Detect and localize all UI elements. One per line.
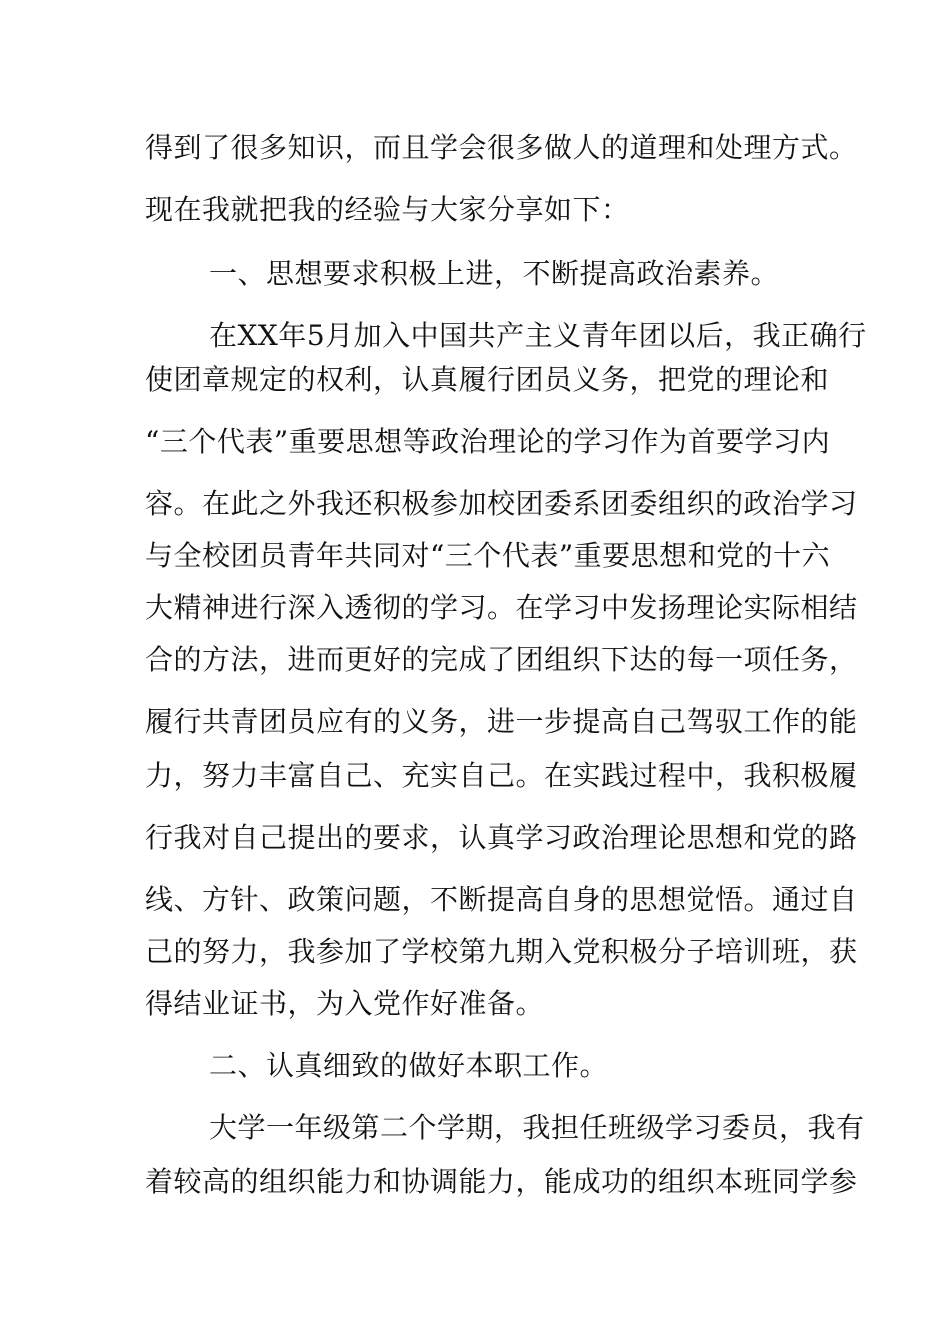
text-line: 大学一年级第二个学期，我担任班级学习委员，我有 — [209, 1111, 865, 1144]
text-line: 与全校团员青年共同对“三个代表”重要思想和党的十六 — [145, 539, 831, 572]
text-line: 在XX年5月加入中国共产主义青年团以后，我正确行 — [209, 319, 867, 352]
text-line: 线、方针、政策问题，不断提高自身的思想觉悟。通过自 — [145, 883, 858, 916]
text-line: 力，努力丰富自己、充实自己。在实践过程中，我积极履 — [145, 759, 858, 792]
text-line: 得到了很多知识，而且学会很多做人的道理和处理方式。 — [145, 131, 858, 164]
text-line: 己的努力，我参加了学校第九期入党积极分子培训班，获 — [145, 935, 858, 968]
text-line: 行我对自己提出的要求，认真学习政治理论思想和党的路 — [145, 821, 858, 854]
text-line: 使团章规定的权利，认真履行团员义务，把党的理论和 — [145, 363, 830, 396]
text-line: 履行共青团员应有的义务，进一步提高自己驾驭工作的能 — [145, 705, 858, 738]
text-line: 容。在此之外我还积极参加校团委系团委组织的政治学习 — [145, 487, 858, 520]
text-line: 着较高的组织能力和协调能力，能成功的组织本班同学参 — [145, 1165, 858, 1198]
section-heading-1: 一、思想要求积极上进，不断提高政治素养。 — [209, 257, 780, 290]
text-line: 合的方法，进而更好的完成了团组织下达的每一项任务， — [145, 643, 858, 676]
text-line: “三个代表”重要思想等政治理论的学习作为首要学习内 — [145, 425, 831, 458]
text-line: 大精神进行深入透彻的学习。在学习中发扬理论实际相结 — [145, 591, 858, 624]
text-line: 现在我就把我的经验与大家分享如下： — [145, 193, 630, 226]
text-line: 得结业证书，为入党作好准备。 — [145, 987, 545, 1020]
section-heading-2: 二、认真细致的做好本职工作。 — [209, 1049, 609, 1082]
